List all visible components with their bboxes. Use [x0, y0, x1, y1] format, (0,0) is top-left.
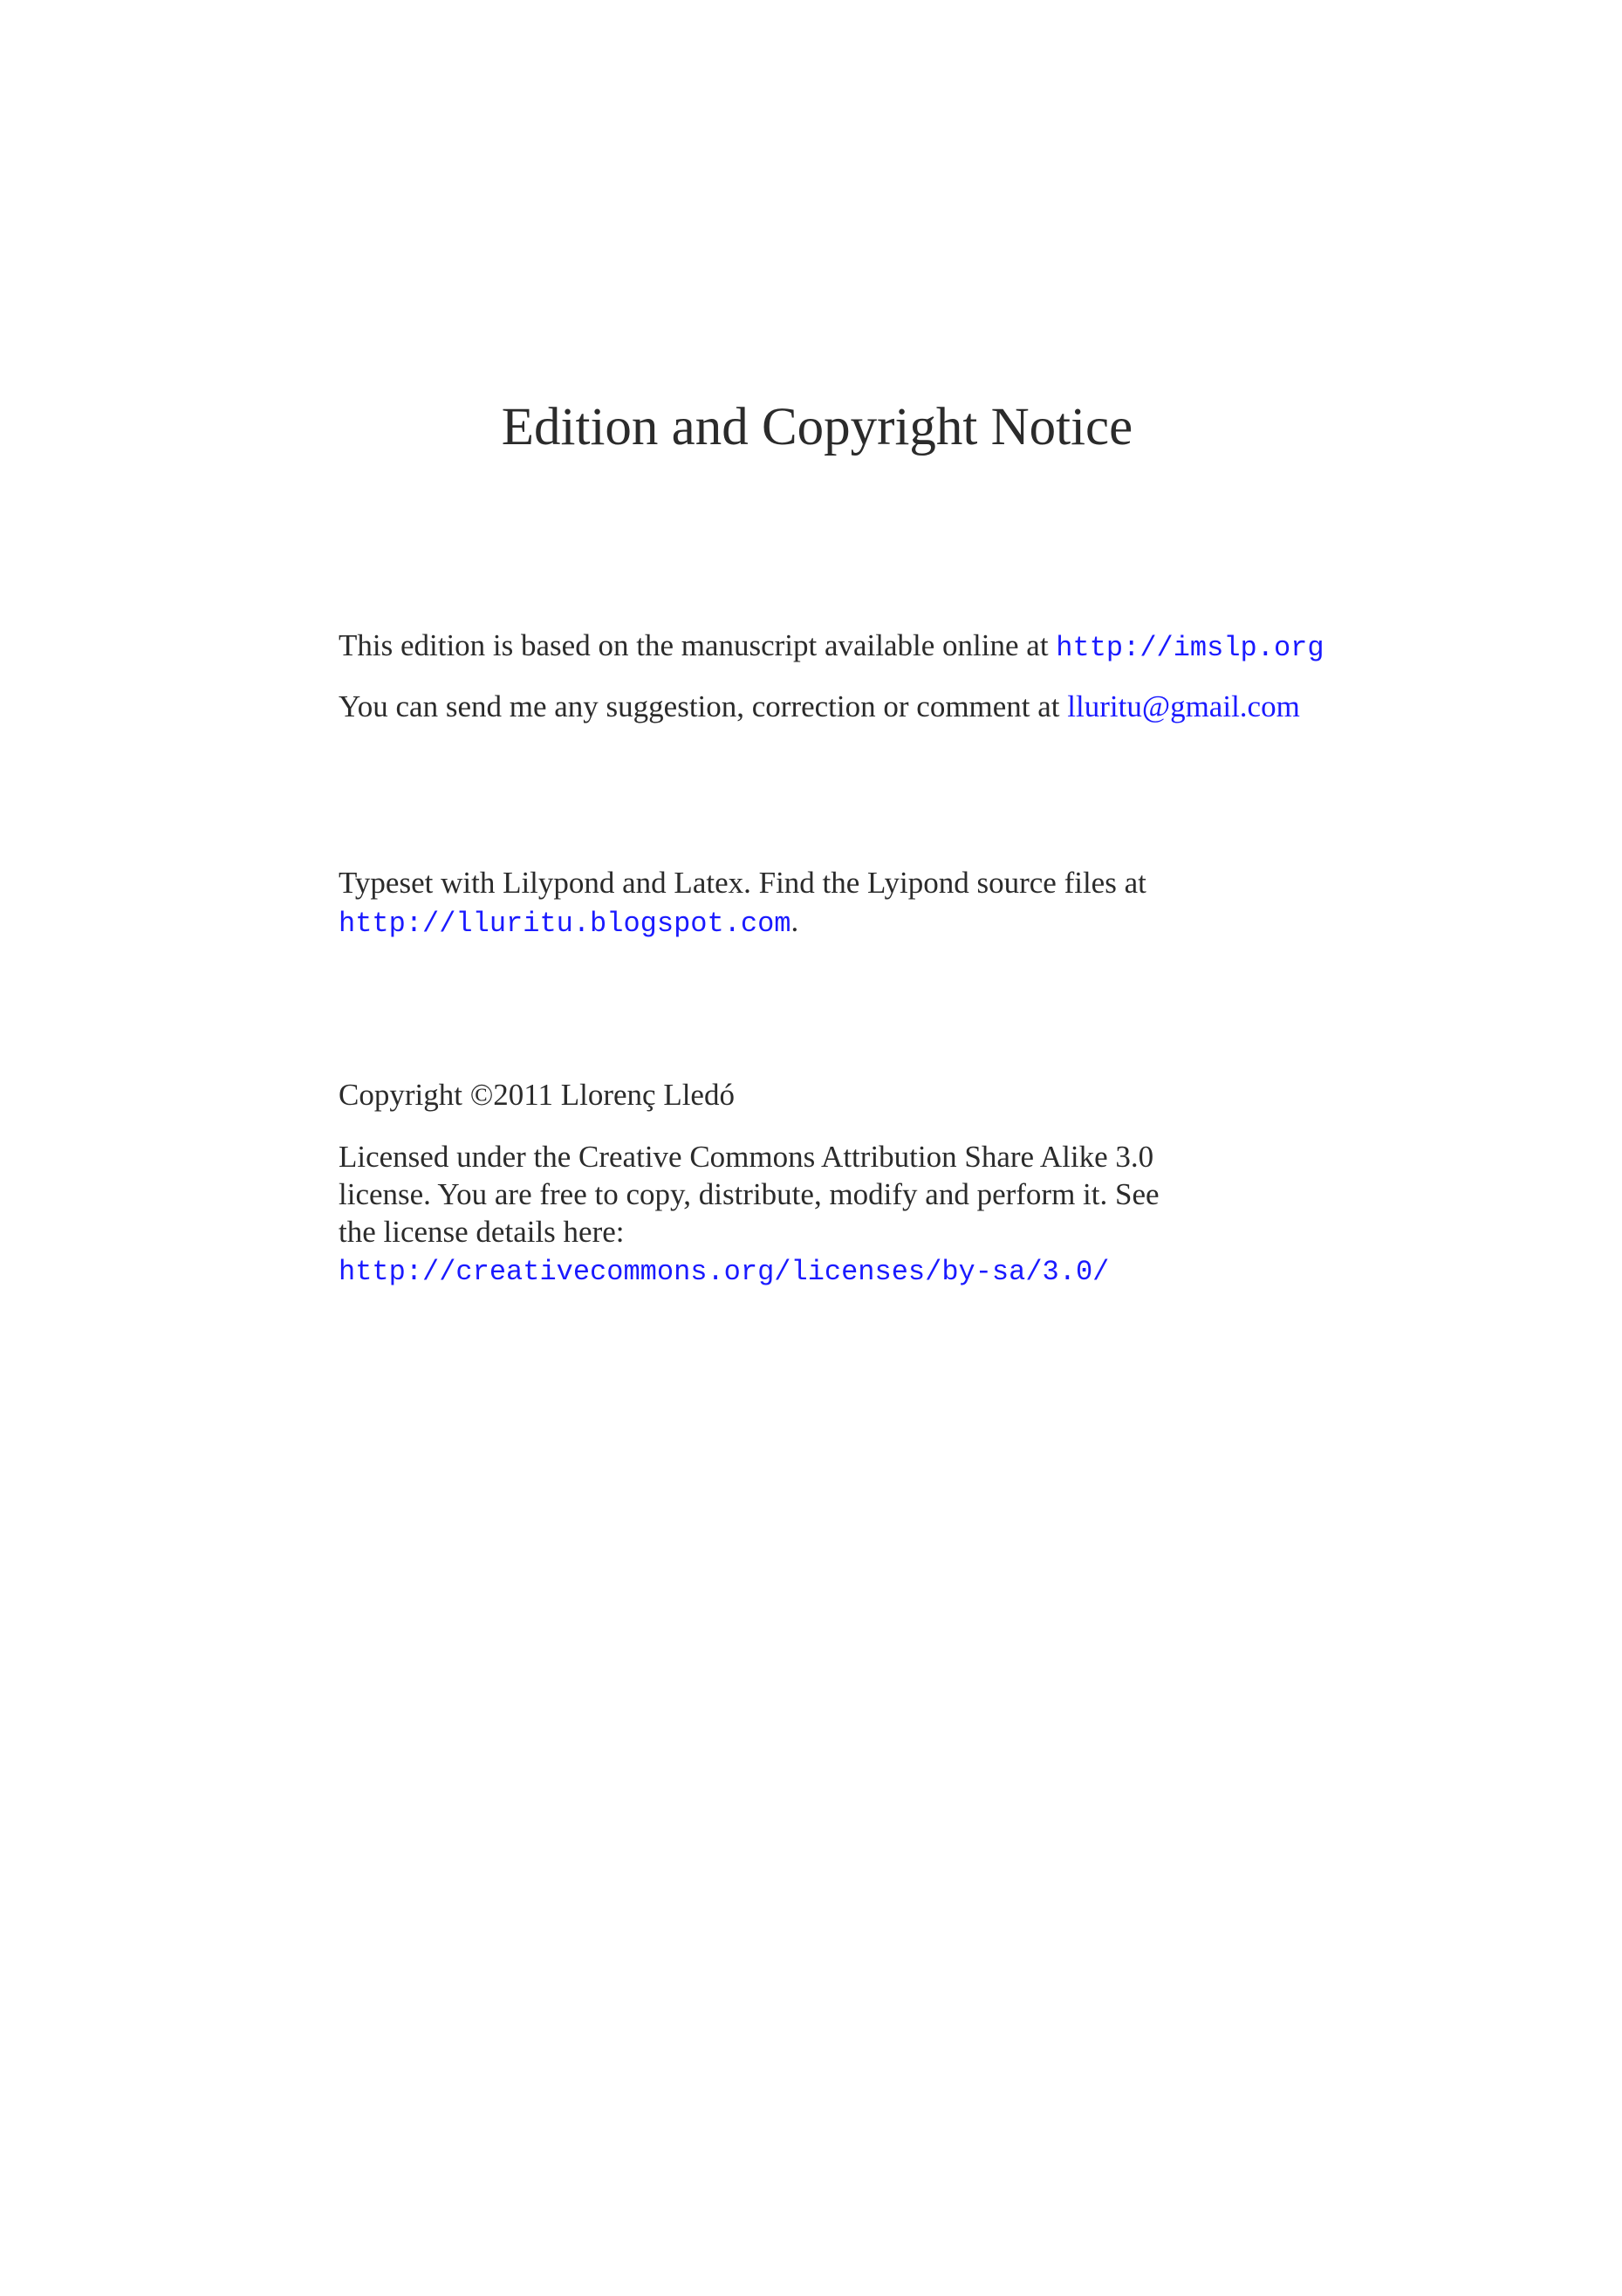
imslp-link[interactable]: http://imslp.org — [1056, 632, 1324, 664]
license-url-line — [339, 1251, 1473, 1292]
page-title: Edition and Copyright Notice — [501, 398, 1133, 456]
contact-paragraph — [339, 688, 1473, 726]
copyright-symbol: © — [469, 1078, 494, 1112]
typeset-paragraph-line2 — [339, 902, 1473, 943]
copyright-prefix: Copyright — [339, 1078, 470, 1112]
blog-link[interactable]: http://lluritu.blogspot.com — [339, 908, 791, 940]
copyright-line — [339, 1076, 1473, 1114]
source-text: This edition is based on the manuscript available online at — [339, 628, 1057, 662]
email-link[interactable]: lluritu@gmail.com — [1067, 689, 1300, 723]
license-line-2: license. You are free to copy, distribute, modify and perform it. See — [339, 1177, 1160, 1211]
contact-text: You can send me any suggestion, correction or comment at — [339, 689, 1068, 723]
copyright-text: 2011 Llorenç Lledó — [493, 1078, 735, 1112]
typeset-text: Typeset with Lilypond and Latex. Find the Lyipond source files at — [339, 866, 1146, 900]
license-line-1: Licensed under the Creative Commons Attribution Share Alike 3.0 — [339, 1140, 1154, 1174]
license-line-3: the license details here: — [339, 1215, 625, 1249]
typeset-trailing: . — [790, 904, 799, 938]
license-link[interactable]: http://creativecommons.org/licenses/by-sa/3.0/ — [339, 1256, 1110, 1288]
typeset-paragraph — [339, 864, 1473, 902]
source-paragraph — [339, 627, 1473, 668]
